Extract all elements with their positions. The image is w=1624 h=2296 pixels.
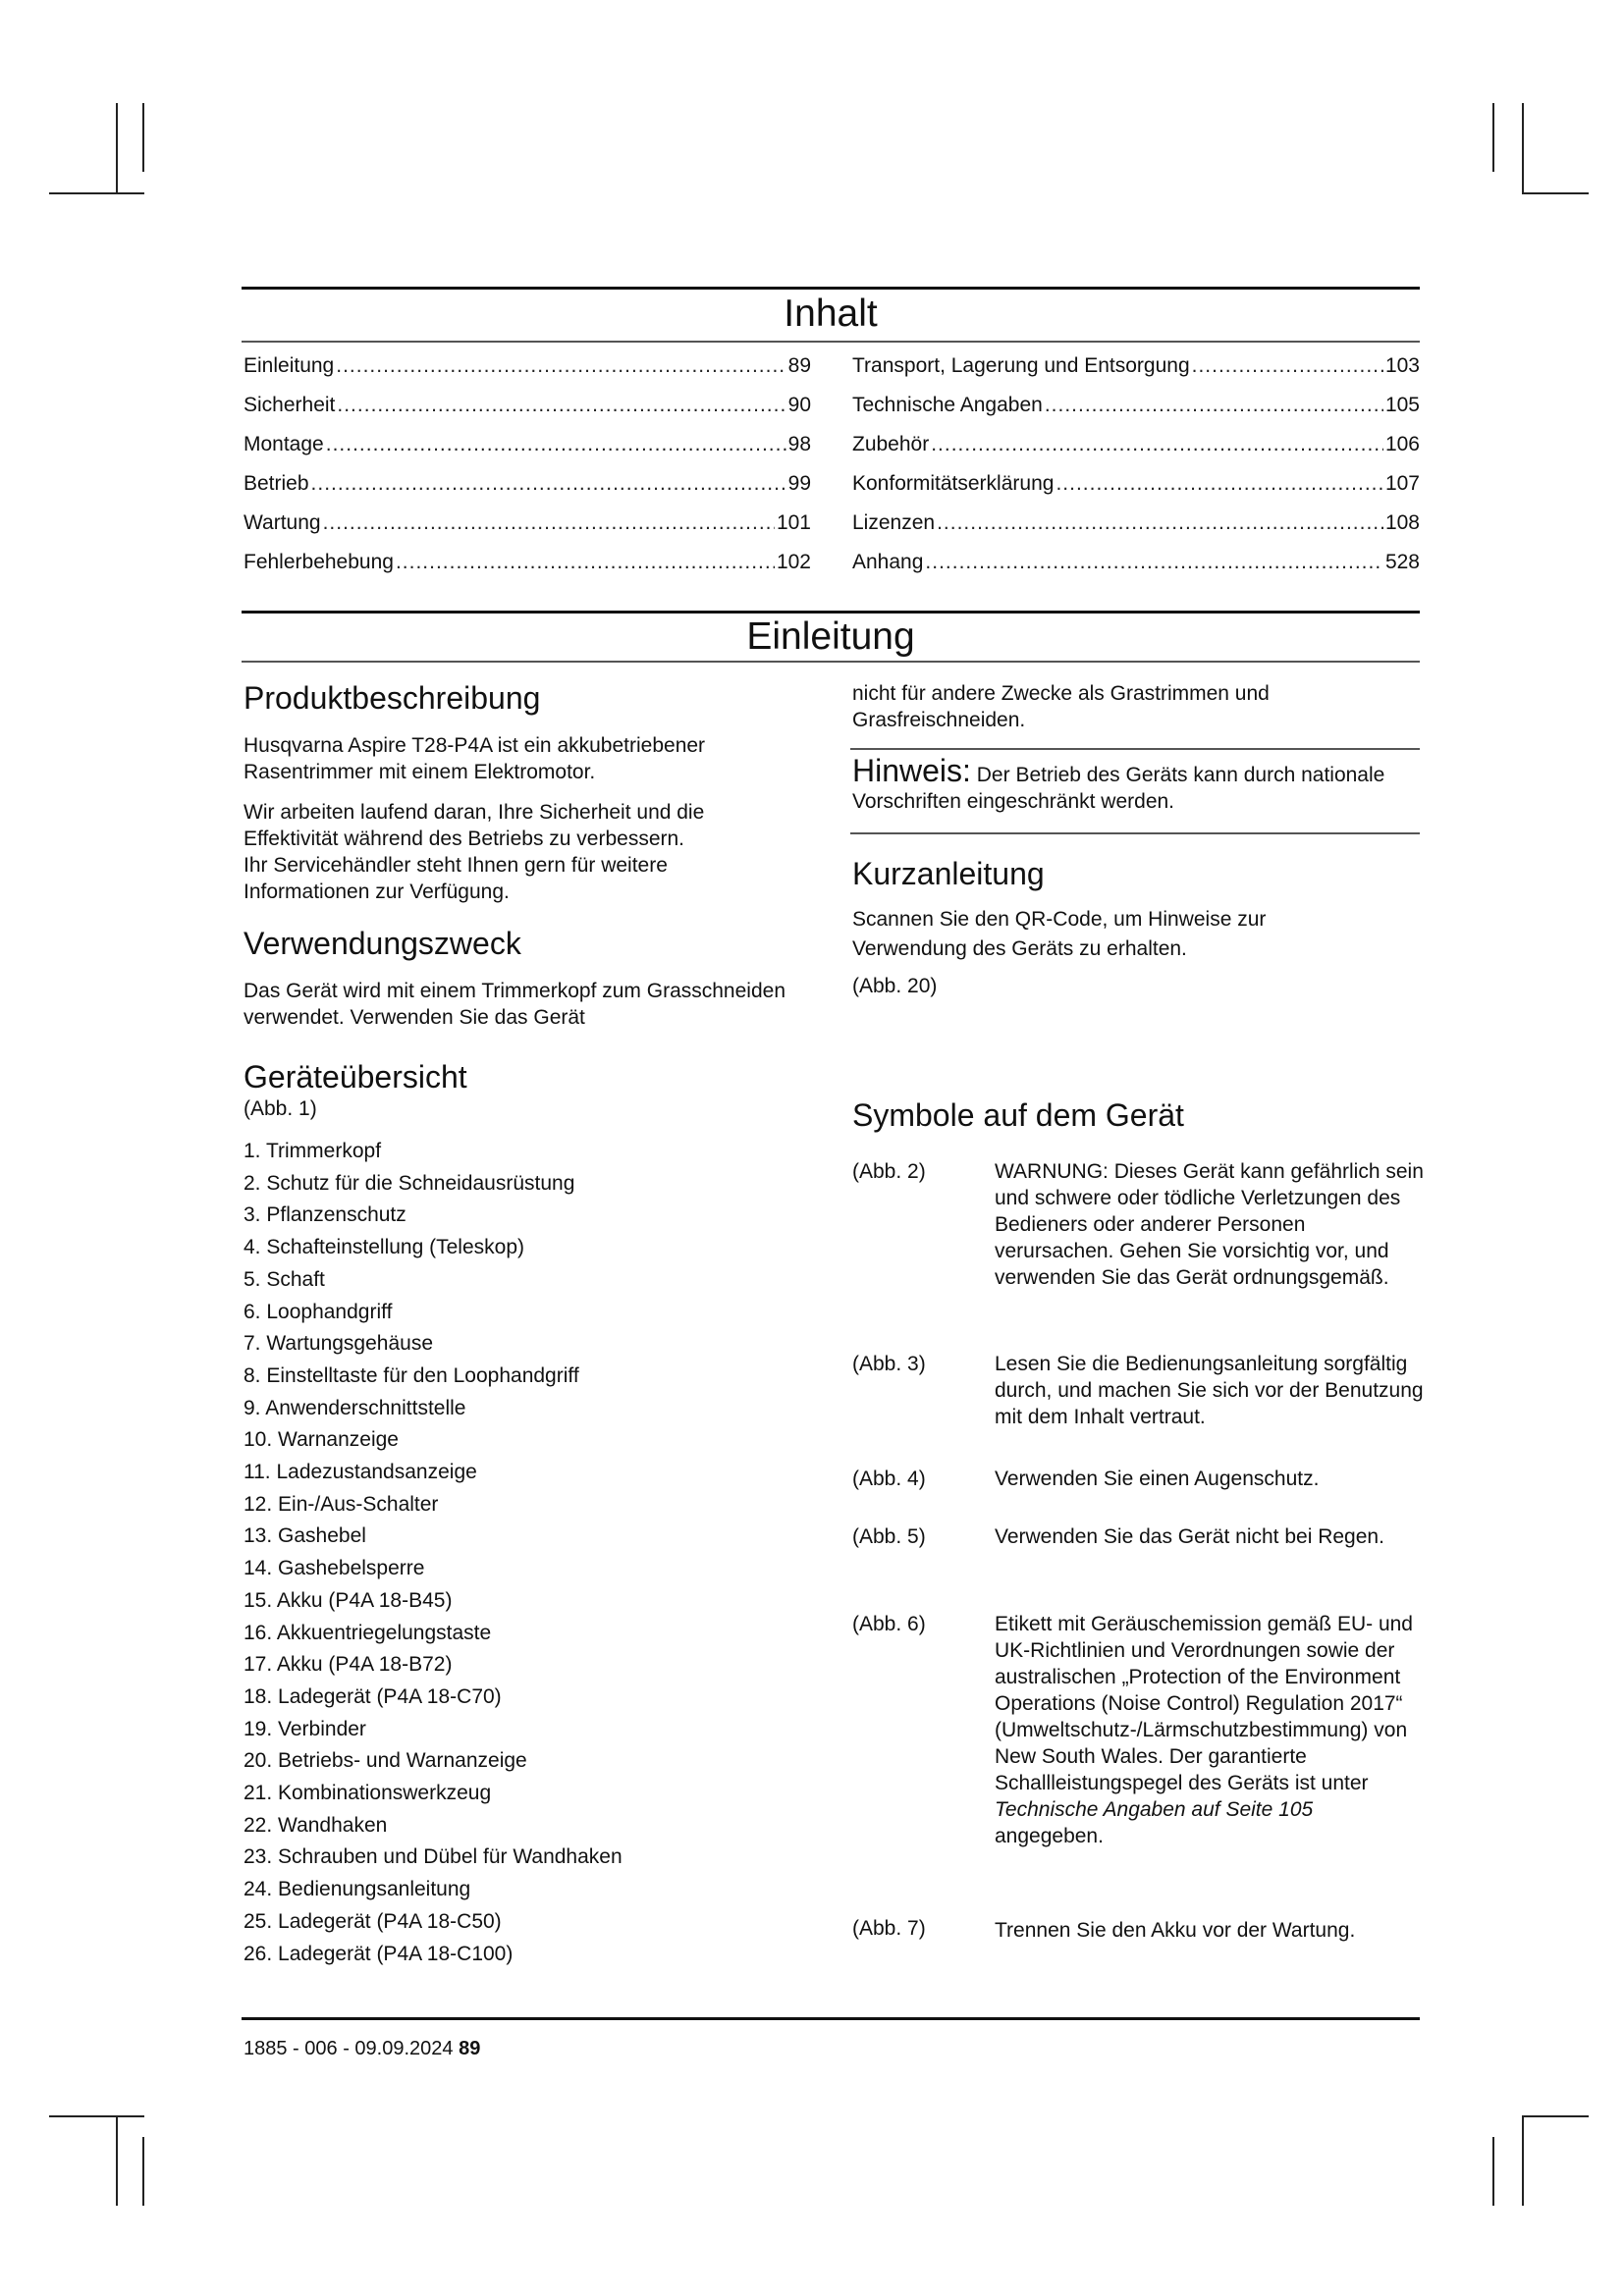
hinweis-top-rule xyxy=(850,748,1420,750)
list-item: 17. Akku (P4A 18-B72) xyxy=(244,1653,453,1677)
toc-title: Inhalt xyxy=(784,293,878,335)
toc-entry-page: 89 xyxy=(787,354,811,377)
toc-entry-label: Lizenzen xyxy=(852,511,936,534)
list-item: 5. Schaft xyxy=(244,1267,325,1291)
verwendung-heading: Verwendungszweck xyxy=(244,926,521,961)
hinweis-block xyxy=(852,753,1402,815)
toc-entry-label: Betrieb xyxy=(244,472,309,495)
list-item: 24. Bedienungsanleitung xyxy=(244,1878,471,1901)
symbol-ref: (Abb. 5) xyxy=(852,1525,926,1548)
list-item: 13. Gashebel xyxy=(244,1524,366,1548)
toc-entry-page: 106 xyxy=(1384,433,1420,455)
uebersicht-heading: Geräteübersicht xyxy=(244,1059,467,1095)
verwendung-p1-cont: nicht für andere Zwecke als Grastrimmen und Grasfreischneiden. xyxy=(852,682,1270,731)
toc-entry[interactable] xyxy=(852,550,1420,589)
list-item: 18. Ladegerät (P4A 18-C70) xyxy=(244,1684,502,1708)
toc-entry[interactable] xyxy=(852,432,1420,471)
toc-entry-page: 108 xyxy=(1384,511,1420,534)
list-item: 6. Loophandgriff xyxy=(244,1300,393,1323)
produkt-p2-line1: Wir arbeiten laufend daran, Ihre Sicherheit und die Effektivität während des Betriebs zu verbessern. xyxy=(244,801,705,850)
symbol-text: WARNUNG: Dieses Gerät kann gefährlich sein und schwere oder tödliche Verletzungen des Bedieners oder anderer Personen verursachen. Gehen Sie vorsichtig vor, und verwenden Sie das Gerät ordnungsgemäß. xyxy=(995,1160,1424,1289)
symbol-text: Verwenden Sie einen Augenschutz. xyxy=(995,1468,1320,1490)
crop-mark xyxy=(49,192,144,194)
toc-entry-label: Wartung xyxy=(244,511,321,534)
footer-rule xyxy=(242,2017,1420,2020)
list-item: 16. Akkuentriegelungstaste xyxy=(244,1621,492,1644)
symbole-heading: Symbole auf dem Gerät xyxy=(852,1097,1184,1133)
section-title: Einleitung xyxy=(746,615,915,658)
verwendung-p1: Das Gerät wird mit einem Trimmerkopf zum Grasschneiden verwendet. Verwenden Sie das Gerät xyxy=(244,980,785,1029)
symbol-ref: (Abb. 3) xyxy=(852,1353,926,1375)
symbol-ref: (Abb. 6) xyxy=(852,1613,926,1635)
toc-entry[interactable] xyxy=(852,393,1420,432)
section-title-rule xyxy=(242,661,1420,663)
toc-entry[interactable] xyxy=(852,353,1420,393)
footer-doc: 1885 - 006 - 09.09.2024 xyxy=(244,2038,454,2059)
toc-entry-label: Einleitung xyxy=(244,354,335,377)
toc-entry-label: Zubehör xyxy=(852,433,930,455)
toc-entry-page: 101 xyxy=(776,511,811,534)
toc-entry-label: Sicherheit xyxy=(244,394,336,416)
list-item: 3. Pflanzenschutz xyxy=(244,1203,406,1227)
crop-mark xyxy=(1522,2115,1524,2206)
crop-mark xyxy=(1492,103,1494,172)
list-item: 14. Gashebelsperre xyxy=(244,1557,425,1580)
toc-entry[interactable] xyxy=(244,432,811,471)
list-item: 4. Schafteinstellung (Teleskop) xyxy=(244,1236,524,1259)
toc-entry[interactable] xyxy=(244,393,811,432)
crop-mark xyxy=(116,2115,118,2206)
symbol-text: Lesen Sie die Bedienungsanleitung sorgfältig durch, und machen Sie sich vor der Benutzung mit dem Inhalt vertraut. xyxy=(995,1353,1424,1428)
crop-mark xyxy=(49,2115,144,2117)
list-item: 20. Betriebs- und Warnanzeige xyxy=(244,1749,527,1773)
toc-entry-label: Konformitätserklärung xyxy=(852,472,1055,495)
crop-mark xyxy=(116,103,118,193)
footer-page: 89 xyxy=(459,2038,481,2059)
parts-list xyxy=(244,1136,623,1970)
list-item: 8. Einstelltaste für den Loophandgriff xyxy=(244,1363,579,1387)
toc-entry-page: 102 xyxy=(776,551,811,573)
produkt-p1: Husqvarna Aspire T28-P4A ist ein akkubetriebener Rasentrimmer mit einem Elektromotor. xyxy=(244,734,706,783)
symbol-ref: (Abb. 4) xyxy=(852,1468,926,1490)
toc-right-column xyxy=(852,353,1420,589)
kurz-heading: Kurzanleitung xyxy=(852,856,1045,891)
toc-entry[interactable] xyxy=(244,471,811,510)
symbol-ref: (Abb. 7) xyxy=(852,1917,926,1940)
uebersicht-ref: (Abb. 1) xyxy=(244,1097,317,1120)
list-item: 10. Warnanzeige xyxy=(244,1428,399,1452)
list-item: 2. Schutz für die Schneidausrüstung xyxy=(244,1171,575,1195)
list-item: 25. Ladegerät (P4A 18-C50) xyxy=(244,1909,502,1933)
symbol-text: Trennen Sie den Akku vor der Wartung. xyxy=(995,1919,1356,1942)
toc-entry-page: 105 xyxy=(1384,394,1420,416)
toc-entry[interactable] xyxy=(852,510,1420,550)
produkt-heading: Produktbeschreibung xyxy=(244,680,541,716)
list-item: 11. Ladezustandsanzeige xyxy=(244,1461,477,1484)
symbol-text-tail: angegeben. xyxy=(995,1825,1104,1847)
hinweis-text: Der Betrieb des Geräts kann durch nationale Vorschriften eingeschränkt werden. xyxy=(852,764,1385,813)
list-item: 9. Anwenderschnittstelle xyxy=(244,1396,466,1419)
toc-entry[interactable] xyxy=(244,550,811,589)
list-item: 12. Ein-/Aus-Schalter xyxy=(244,1492,439,1516)
toc-entry[interactable] xyxy=(852,471,1420,510)
list-item: 23. Schrauben und Dübel für Wandhaken xyxy=(244,1845,623,1869)
list-item: 22. Wandhaken xyxy=(244,1813,388,1837)
hinweis-bottom-rule xyxy=(850,832,1420,834)
footer xyxy=(244,2036,480,2062)
list-item: 15. Akku (P4A 18-B45) xyxy=(244,1588,453,1612)
crop-mark xyxy=(1492,2137,1494,2206)
list-item: 21. Kombinationswerkzeug xyxy=(244,1782,492,1805)
produkt-p2-line2: Ihr Servicehändler steht Ihnen gern für weitere Informationen zur Verfügung. xyxy=(244,854,668,903)
symbol-text: Etikett mit Geräuschemission gemäß EU- und UK-Richtlinien und Verordnungen sowie der australischen „Protection of the Environment Operations (Noise Control) Regulation 2017“ (Umweltschutz-/Lärmschutzbestimmung) von New South Wales. Der garantierte Schallleistungspegel des Geräts ist unter xyxy=(995,1613,1413,1794)
toc-entry-label: Fehlerbehebung xyxy=(244,551,394,573)
crop-mark xyxy=(1522,2115,1589,2117)
list-item: 26. Ladegerät (P4A 18-C100) xyxy=(244,1942,514,1965)
toc-entry-page: 98 xyxy=(787,433,811,455)
toc-entry-page: 528 xyxy=(1384,551,1420,573)
list-item: 19. Verbinder xyxy=(244,1717,366,1740)
kurz-p1: Scannen Sie den QR-Code, um Hinweise zur Verwendung des Geräts zu erhalten. xyxy=(852,908,1267,960)
toc-entry-page: 90 xyxy=(787,394,811,416)
toc-entry-page: 99 xyxy=(787,472,811,495)
toc-entry[interactable] xyxy=(244,510,811,550)
toc-top-rule xyxy=(242,287,1420,290)
kurz-ref: (Abb. 20) xyxy=(852,975,938,997)
toc-entry-label: Transport, Lagerung und Entsorgung xyxy=(852,354,1190,377)
toc-left-column xyxy=(244,353,811,589)
crop-mark xyxy=(1522,103,1524,193)
hinweis-label: Hinweis: xyxy=(852,753,971,788)
toc-entry-label: Montage xyxy=(244,433,324,455)
toc-entry-label: Anhang xyxy=(852,551,924,573)
toc-title-rule xyxy=(242,341,1420,343)
symbol-crossref-link[interactable]: Technische Angaben auf Seite 105 xyxy=(995,1798,1314,1821)
crop-mark xyxy=(1522,192,1589,194)
symbol-text: Verwenden Sie das Gerät nicht bei Regen. xyxy=(995,1525,1384,1548)
toc-entry-label: Technische Angaben xyxy=(852,394,1043,416)
symbol-ref: (Abb. 2) xyxy=(852,1160,926,1183)
list-item: 1. Trimmerkopf xyxy=(244,1140,382,1162)
toc-entry-page: 103 xyxy=(1384,354,1420,377)
toc-entry[interactable] xyxy=(244,353,811,393)
list-item: 7. Wartungsgehäuse xyxy=(244,1332,434,1356)
toc-entry-page: 107 xyxy=(1384,472,1420,495)
crop-mark xyxy=(142,103,144,172)
symbol-text-block xyxy=(995,1611,1427,1849)
crop-mark xyxy=(142,2137,144,2206)
section-top-rule xyxy=(242,611,1420,614)
